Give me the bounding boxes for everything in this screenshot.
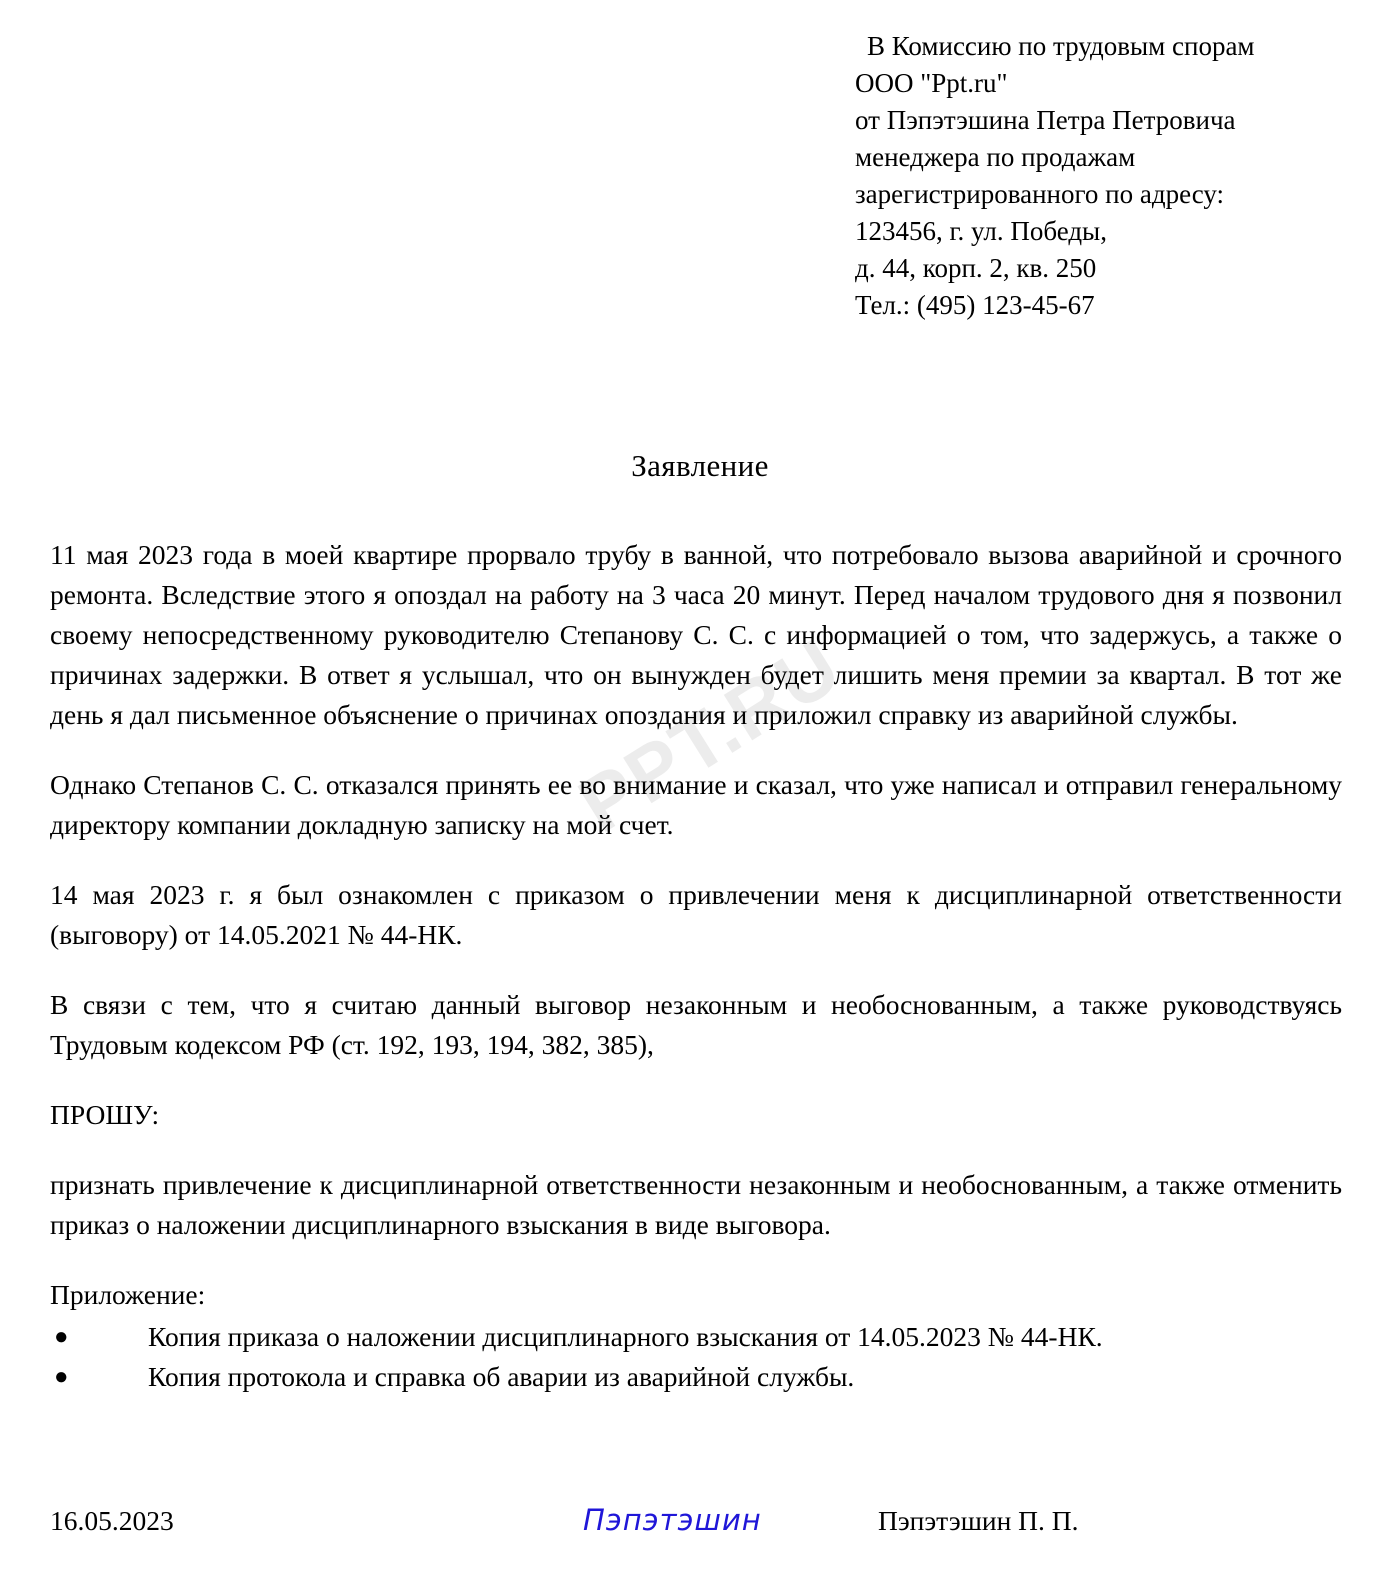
paragraph-refusal: Однако Степанов С. С. отказался принять ее во внимание и сказал, что уже написал и отправил генеральному директору компании докладную записку на мой счет. bbox=[50, 769, 1342, 840]
document-body bbox=[50, 535, 1342, 1397]
addressee-line-3: менеджера по продажам bbox=[855, 142, 1136, 172]
paragraph-legal-basis: В связи с тем, что я считаю данный выговор незаконным и необоснованным, а также руководствуясь Трудовым кодексом РФ (ст. 192, 193, 194, 382, 385), bbox=[50, 989, 1342, 1060]
request-heading: ПРОШУ: bbox=[50, 1099, 160, 1130]
addressee-line-0: В Комиссию по трудовым спорам bbox=[867, 31, 1255, 61]
bullet-icon: ● bbox=[54, 1324, 69, 1350]
list-item bbox=[50, 1357, 1342, 1397]
addressee-line-5: 123456, г. ул. Победы, bbox=[855, 216, 1107, 246]
addressee-phone: Тел.: (495) 123-45-67 bbox=[855, 290, 1095, 320]
bullet-icon: ● bbox=[54, 1364, 69, 1390]
paragraph-order-notice: 14 мая 2023 г. я был ознакомлен с приказом о привлечении меня к дисциплинарной ответственности (выговору) от 14.05.2021 № 44-НК. bbox=[50, 879, 1342, 950]
addressee-line-2: от Пэпэтэшина Петра Петровича bbox=[855, 105, 1236, 135]
addressee-line-4: зарегистрированного по адресу: bbox=[855, 179, 1224, 209]
signing-date: 16.05.2023 bbox=[50, 1505, 174, 1536]
request-body: признать привлечение к дисциплинарной ответственности незаконным и необоснованным, а также отменить приказ о наложении дисциплинарного взыскания в виде выговора. bbox=[50, 1169, 1342, 1240]
paragraph-incident: 11 мая 2023 года в моей квартире прорвало трубу в ванной, что потребовало вызова аварийной и срочного ремонта. Вследствие этого я опоздал на работу на 3 часа 20 минут. Перед началом трудового дня я позвонил своему непосредственному руководителю Степанову С. С. с информацией о том, что задержусь, а также о причинах задержки. В ответ я услышал, что он вынужден будет лишить меня премии за квартал. В тот же день я дал письменное объяснение о причинах опоздания и приложил справку из аварийной службы. bbox=[50, 539, 1342, 730]
document-footer bbox=[50, 1505, 1350, 1560]
attachments-list bbox=[50, 1317, 1342, 1397]
addressee-block bbox=[855, 28, 1365, 324]
attachment-text: Копия приказа о наложении дисциплинарного взыскания от 14.05.2023 № 44-НК. bbox=[148, 1321, 1103, 1352]
addressee-line-6: д. 44, корп. 2, кв. 250 bbox=[855, 253, 1097, 283]
signer-name: Пэпэтэшин П. П. bbox=[878, 1505, 1079, 1536]
handwritten-signature: Пэпэтэшин bbox=[583, 1503, 762, 1537]
page-title: Заявление bbox=[631, 448, 769, 483]
ppt-ru-watermark: PPT.RU bbox=[563, 621, 856, 850]
list-item bbox=[50, 1317, 1342, 1357]
addressee-line-1: ООО "Ppt.ru" bbox=[855, 68, 1008, 98]
attachment-text: Копия протокола и справка об аварии из аварийной службы. bbox=[148, 1361, 855, 1392]
attachments-label: Приложение: bbox=[50, 1279, 206, 1310]
